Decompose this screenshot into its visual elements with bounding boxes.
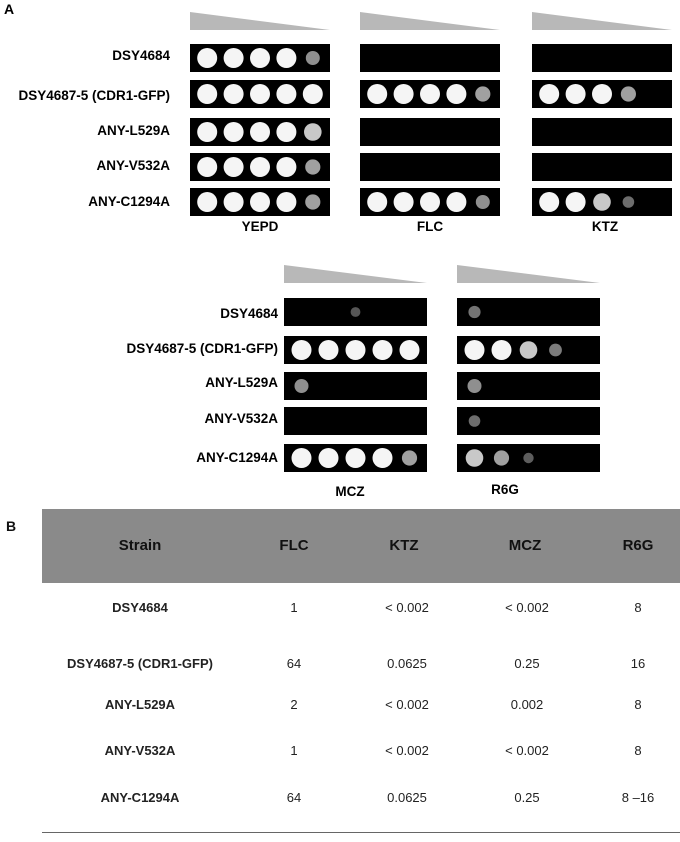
cell-ktz: < 0.002: [385, 600, 429, 615]
cell-ktz: < 0.002: [385, 743, 429, 758]
colony-spot: [197, 122, 217, 142]
medium-label-mcz: MCZ: [335, 484, 365, 499]
panel-a-label: A: [4, 1, 15, 17]
colony-spot: [539, 192, 559, 212]
cell-flc: 1: [290, 743, 298, 758]
colony-spot: [224, 157, 244, 177]
colony-spot: [304, 123, 322, 141]
strain-label: DSY4684: [220, 306, 278, 321]
medium-label-flc: FLC: [416, 219, 444, 234]
colony-spot: [420, 192, 440, 212]
strain-label: DSY4684: [112, 48, 170, 63]
colony-spot: [224, 84, 244, 104]
colony-spot: [394, 84, 414, 104]
table-header: [42, 509, 680, 583]
medium-label-r6g: R6G: [491, 482, 519, 497]
colony-spot: [593, 193, 611, 211]
colony-spot: [250, 48, 270, 68]
plate-strip: [532, 44, 672, 72]
colony-spot: [250, 122, 270, 142]
plate-strip: [532, 153, 672, 181]
colony-spot: [250, 192, 270, 212]
medium-label-ktz: KTZ: [591, 219, 619, 234]
colony-spot: [566, 84, 586, 104]
colony-spot: [276, 84, 296, 104]
cell-ktz: 0.0625: [387, 656, 427, 671]
cell-flc: 64: [286, 656, 302, 671]
colony-spot: [292, 448, 312, 468]
colony-spot: [549, 344, 562, 357]
colony-spot: [305, 159, 320, 174]
colony-spot: [476, 195, 490, 209]
cell-r6g: 8: [634, 600, 642, 615]
cell-flc: 1: [290, 600, 298, 615]
colony-spot: [319, 448, 339, 468]
header-ktz: KTZ: [389, 537, 419, 554]
colony-spot: [400, 340, 420, 360]
plate-strip: [360, 153, 500, 181]
cell-mcz: 0.002: [510, 697, 544, 712]
colony-spot: [523, 453, 533, 463]
cell-r6g: 8 –16: [621, 790, 655, 805]
cell-strain: ANY-C1294A: [100, 790, 180, 805]
panel-b-label: B: [6, 518, 17, 534]
plate-strip: [360, 44, 500, 72]
colony-spot: [250, 157, 270, 177]
dilution-wedge: [190, 12, 330, 30]
colony-spot: [305, 194, 320, 209]
cell-flc: 2: [290, 697, 298, 712]
colony-spot: [592, 84, 612, 104]
colony-spot: [469, 415, 481, 427]
colony-spot: [276, 48, 296, 68]
cell-strain: DSY4687-5 (CDR1-GFP): [67, 656, 213, 671]
colony-spot: [197, 84, 217, 104]
cell-r6g: 16: [630, 656, 646, 671]
colony-spot: [306, 51, 320, 65]
colony-spot: [367, 84, 387, 104]
cell-ktz: < 0.002: [385, 697, 429, 712]
colony-spot: [224, 122, 244, 142]
dilution-wedge: [284, 265, 427, 283]
colony-spot: [520, 341, 538, 359]
cell-mcz: 0.25: [514, 790, 540, 805]
cell-strain: DSY4684: [112, 600, 168, 615]
colony-spot: [292, 340, 312, 360]
medium-label-yepd: YEPD: [241, 219, 279, 234]
plate-strip: [360, 118, 500, 146]
colony-spot: [346, 340, 366, 360]
colony-spot: [373, 448, 393, 468]
cell-mcz: < 0.002: [505, 743, 549, 758]
colony-spot: [276, 157, 296, 177]
cell-mcz: 0.25: [514, 656, 540, 671]
strain-label: ANY-L529A: [205, 375, 278, 390]
strain-label: DSY4687-5 (CDR1-GFP): [126, 341, 278, 356]
top-plate-row: [190, 12, 672, 216]
colony-spot: [276, 122, 296, 142]
bottom-plate-row: [284, 265, 600, 472]
header-flc: FLC: [279, 537, 309, 554]
colony-spot: [319, 340, 339, 360]
colony-spot: [224, 48, 244, 68]
colony-spot: [468, 306, 480, 318]
colony-spot: [346, 448, 366, 468]
cell-flc: 64: [286, 790, 302, 805]
colony-spot: [420, 84, 440, 104]
table-bottom-rule: [42, 832, 680, 833]
colony-spot: [566, 192, 586, 212]
plate-strip: [284, 407, 427, 435]
header-strain: Strain: [118, 537, 162, 554]
colony-spot: [373, 340, 393, 360]
plate-strip: [532, 118, 672, 146]
colony-spot: [494, 450, 509, 465]
colony-spot: [394, 192, 414, 212]
strain-label: ANY-L529A: [97, 123, 170, 138]
cell-r6g: 8: [634, 743, 642, 758]
cell-ktz: 0.0625: [387, 790, 427, 805]
colony-spot: [197, 157, 217, 177]
cell-strain: ANY-L529A: [104, 697, 176, 712]
strain-label: ANY-V532A: [96, 158, 170, 173]
colony-spot: [250, 84, 270, 104]
colony-spot: [351, 307, 361, 317]
colony-spot: [197, 48, 217, 68]
cell-r6g: 8: [634, 697, 642, 712]
colony-spot: [367, 192, 387, 212]
colony-spot: [539, 84, 559, 104]
colony-spot: [276, 192, 296, 212]
colony-spot: [466, 449, 484, 467]
dilution-wedge: [457, 265, 600, 283]
colony-spot: [446, 192, 466, 212]
strain-label: ANY-C1294A: [88, 194, 170, 209]
colony-spot: [621, 86, 636, 101]
strain-label: ANY-V532A: [204, 411, 278, 426]
bottom-strain-labels: [126, 306, 278, 465]
colony-spot: [465, 340, 485, 360]
header-mcz: MCZ: [508, 537, 542, 554]
colony-spot: [295, 379, 309, 393]
colony-spot: [303, 84, 323, 104]
colony-spot: [468, 379, 482, 393]
header-r6g: R6G: [622, 537, 654, 554]
cell-strain: ANY-V532A: [104, 743, 176, 758]
top-strain-labels: [18, 48, 170, 209]
colony-spot: [197, 192, 217, 212]
colony-spot: [224, 192, 244, 212]
colony-spot: [492, 340, 512, 360]
cell-mcz: < 0.002: [505, 600, 549, 615]
dilution-wedge: [532, 12, 672, 30]
colony-spot: [475, 86, 490, 101]
colony-spot: [623, 196, 635, 208]
dilution-wedge: [360, 12, 500, 30]
colony-spot: [446, 84, 466, 104]
strain-label: ANY-C1294A: [196, 450, 278, 465]
mic-table: [0, 500, 680, 842]
strain-label: DSY4687-5 (CDR1-GFP): [18, 88, 170, 103]
colony-spot: [402, 450, 417, 465]
